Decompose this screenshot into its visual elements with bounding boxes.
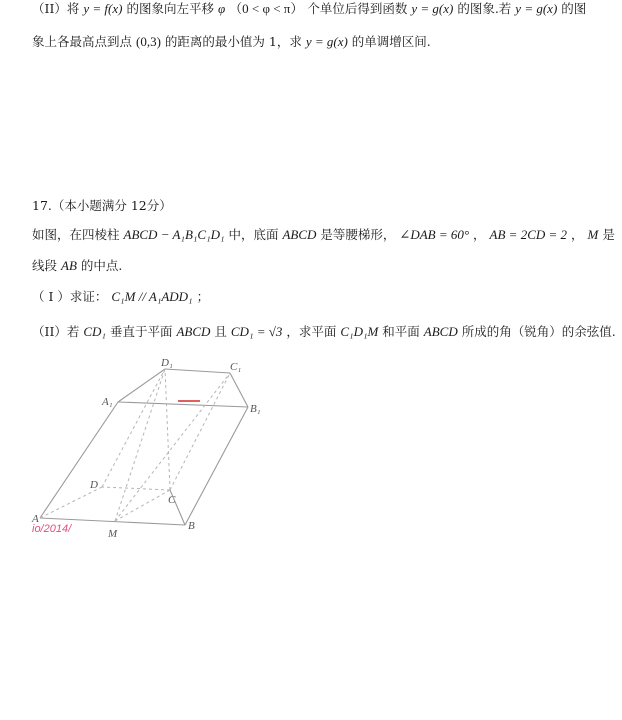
q17-angle: ∠DAB = 60° bbox=[399, 227, 470, 242]
edge-c1-d1 bbox=[165, 369, 230, 373]
q17-l1-f: 是 bbox=[602, 227, 615, 242]
label-d: D bbox=[90, 479, 98, 491]
q17-part1 bbox=[32, 288, 209, 306]
phi-symbol: φ bbox=[217, 1, 226, 16]
edge-d1-a1 bbox=[118, 369, 165, 402]
equation-g: y = g(x) bbox=[411, 1, 454, 16]
q17-abcd: ABCD bbox=[176, 324, 211, 339]
q17-part2-e: 所成的角（锐角）的余弦值. bbox=[461, 324, 616, 339]
q17-segment-ab: AB bbox=[61, 258, 77, 273]
point-coords: (0,3) bbox=[136, 34, 161, 49]
label-m: M bbox=[108, 528, 118, 540]
prev-text1: 的图象向左平移 bbox=[126, 1, 214, 16]
q17-point-m: M bbox=[587, 227, 599, 242]
label-b: B bbox=[188, 520, 195, 532]
prev-part2-line1 bbox=[32, 0, 586, 18]
prev-line2-text1: 象上各最高点到点 bbox=[32, 34, 133, 49]
label-a1: A₁ bbox=[102, 396, 113, 408]
q17-part2-d: 和平面 bbox=[382, 324, 420, 339]
equation-f: y = f(x) bbox=[83, 1, 123, 16]
prism-figure bbox=[30, 355, 275, 540]
edge-d-d1 bbox=[102, 369, 165, 487]
q17-l1-a: 如图，在四棱柱 bbox=[32, 227, 120, 242]
q17-l1-c: 是等腰梯形， bbox=[320, 227, 396, 242]
q17-part1-prefix: （ I ）求证： bbox=[32, 289, 108, 304]
q17-part2-prefix: （II）若 bbox=[32, 324, 80, 339]
label-c1: C₁ bbox=[230, 361, 242, 373]
q17-line1 bbox=[32, 226, 615, 244]
q17-base: ABCD bbox=[282, 227, 317, 242]
q17-prism: ABCD − A₁B₁C₁D₁ bbox=[123, 227, 225, 242]
label-a: A bbox=[32, 513, 39, 525]
q17-abcd-2: ABCD bbox=[423, 324, 458, 339]
q17-part1-suffix: ； bbox=[196, 289, 210, 304]
q17-header bbox=[32, 197, 172, 215]
q17-l1-b: 中，底面 bbox=[228, 227, 279, 242]
prev-part2-prefix: （II）将 bbox=[32, 1, 80, 16]
q17-l2-a: 线段 bbox=[32, 258, 58, 273]
q17-length-eq: AB = 2CD = 2 bbox=[489, 227, 568, 242]
label-b1: B₁ bbox=[250, 403, 261, 415]
label-c: C bbox=[168, 494, 176, 506]
phi-range: （0 < φ < π） bbox=[229, 1, 304, 16]
q17-cd1-eq: CD₁ = √3 bbox=[230, 324, 283, 339]
prev-part2-line2 bbox=[32, 33, 431, 51]
q17-header-text: 17.（本小题满分 12分） bbox=[32, 198, 172, 213]
segment-m-d1 bbox=[115, 369, 165, 521]
edge-d-a bbox=[40, 487, 102, 518]
segment-c-d1 bbox=[165, 369, 170, 490]
segment-m-c bbox=[115, 490, 170, 521]
q17-line2 bbox=[32, 257, 122, 275]
watermark: io/2014/ bbox=[32, 523, 72, 535]
prev-line2-text3: 的单调增区间. bbox=[351, 34, 431, 49]
q17-part2-b: 且 bbox=[214, 324, 227, 339]
prev-text2: 个单位后得到函数 bbox=[307, 1, 408, 16]
q17-l1-d: ， bbox=[473, 227, 486, 242]
edge-c-c1 bbox=[170, 373, 230, 490]
q17-part1-statement: C₁M // A₁ADD₁ bbox=[111, 289, 193, 304]
q17-part2-a: 垂直于平面 bbox=[109, 324, 173, 339]
edge-a-a1 bbox=[40, 402, 118, 518]
q17-l2-b: 的中点. bbox=[80, 258, 123, 273]
equation-g-2: y = g(x) bbox=[515, 1, 558, 16]
q17-cd1: CD₁ bbox=[83, 324, 106, 339]
q17-part2 bbox=[32, 323, 616, 341]
prev-text4: 的图 bbox=[561, 1, 587, 16]
edge-b1-c1 bbox=[230, 373, 248, 407]
q17-plane-c1d1m: C₁D₁M bbox=[340, 324, 379, 339]
edge-a1-b1 bbox=[118, 402, 248, 407]
prev-line2-text2: 的距离的最小值为 1，求 bbox=[164, 34, 302, 49]
q17-part2-c: ，求平面 bbox=[286, 324, 337, 339]
equation-g-3: y = g(x) bbox=[305, 34, 348, 49]
q17-l1-e: ， bbox=[571, 227, 584, 242]
label-d1: D₁ bbox=[161, 357, 173, 369]
prev-text3: 的图象.若 bbox=[457, 1, 512, 16]
edge-b-b1 bbox=[185, 407, 248, 525]
edge-c-d bbox=[102, 487, 170, 490]
